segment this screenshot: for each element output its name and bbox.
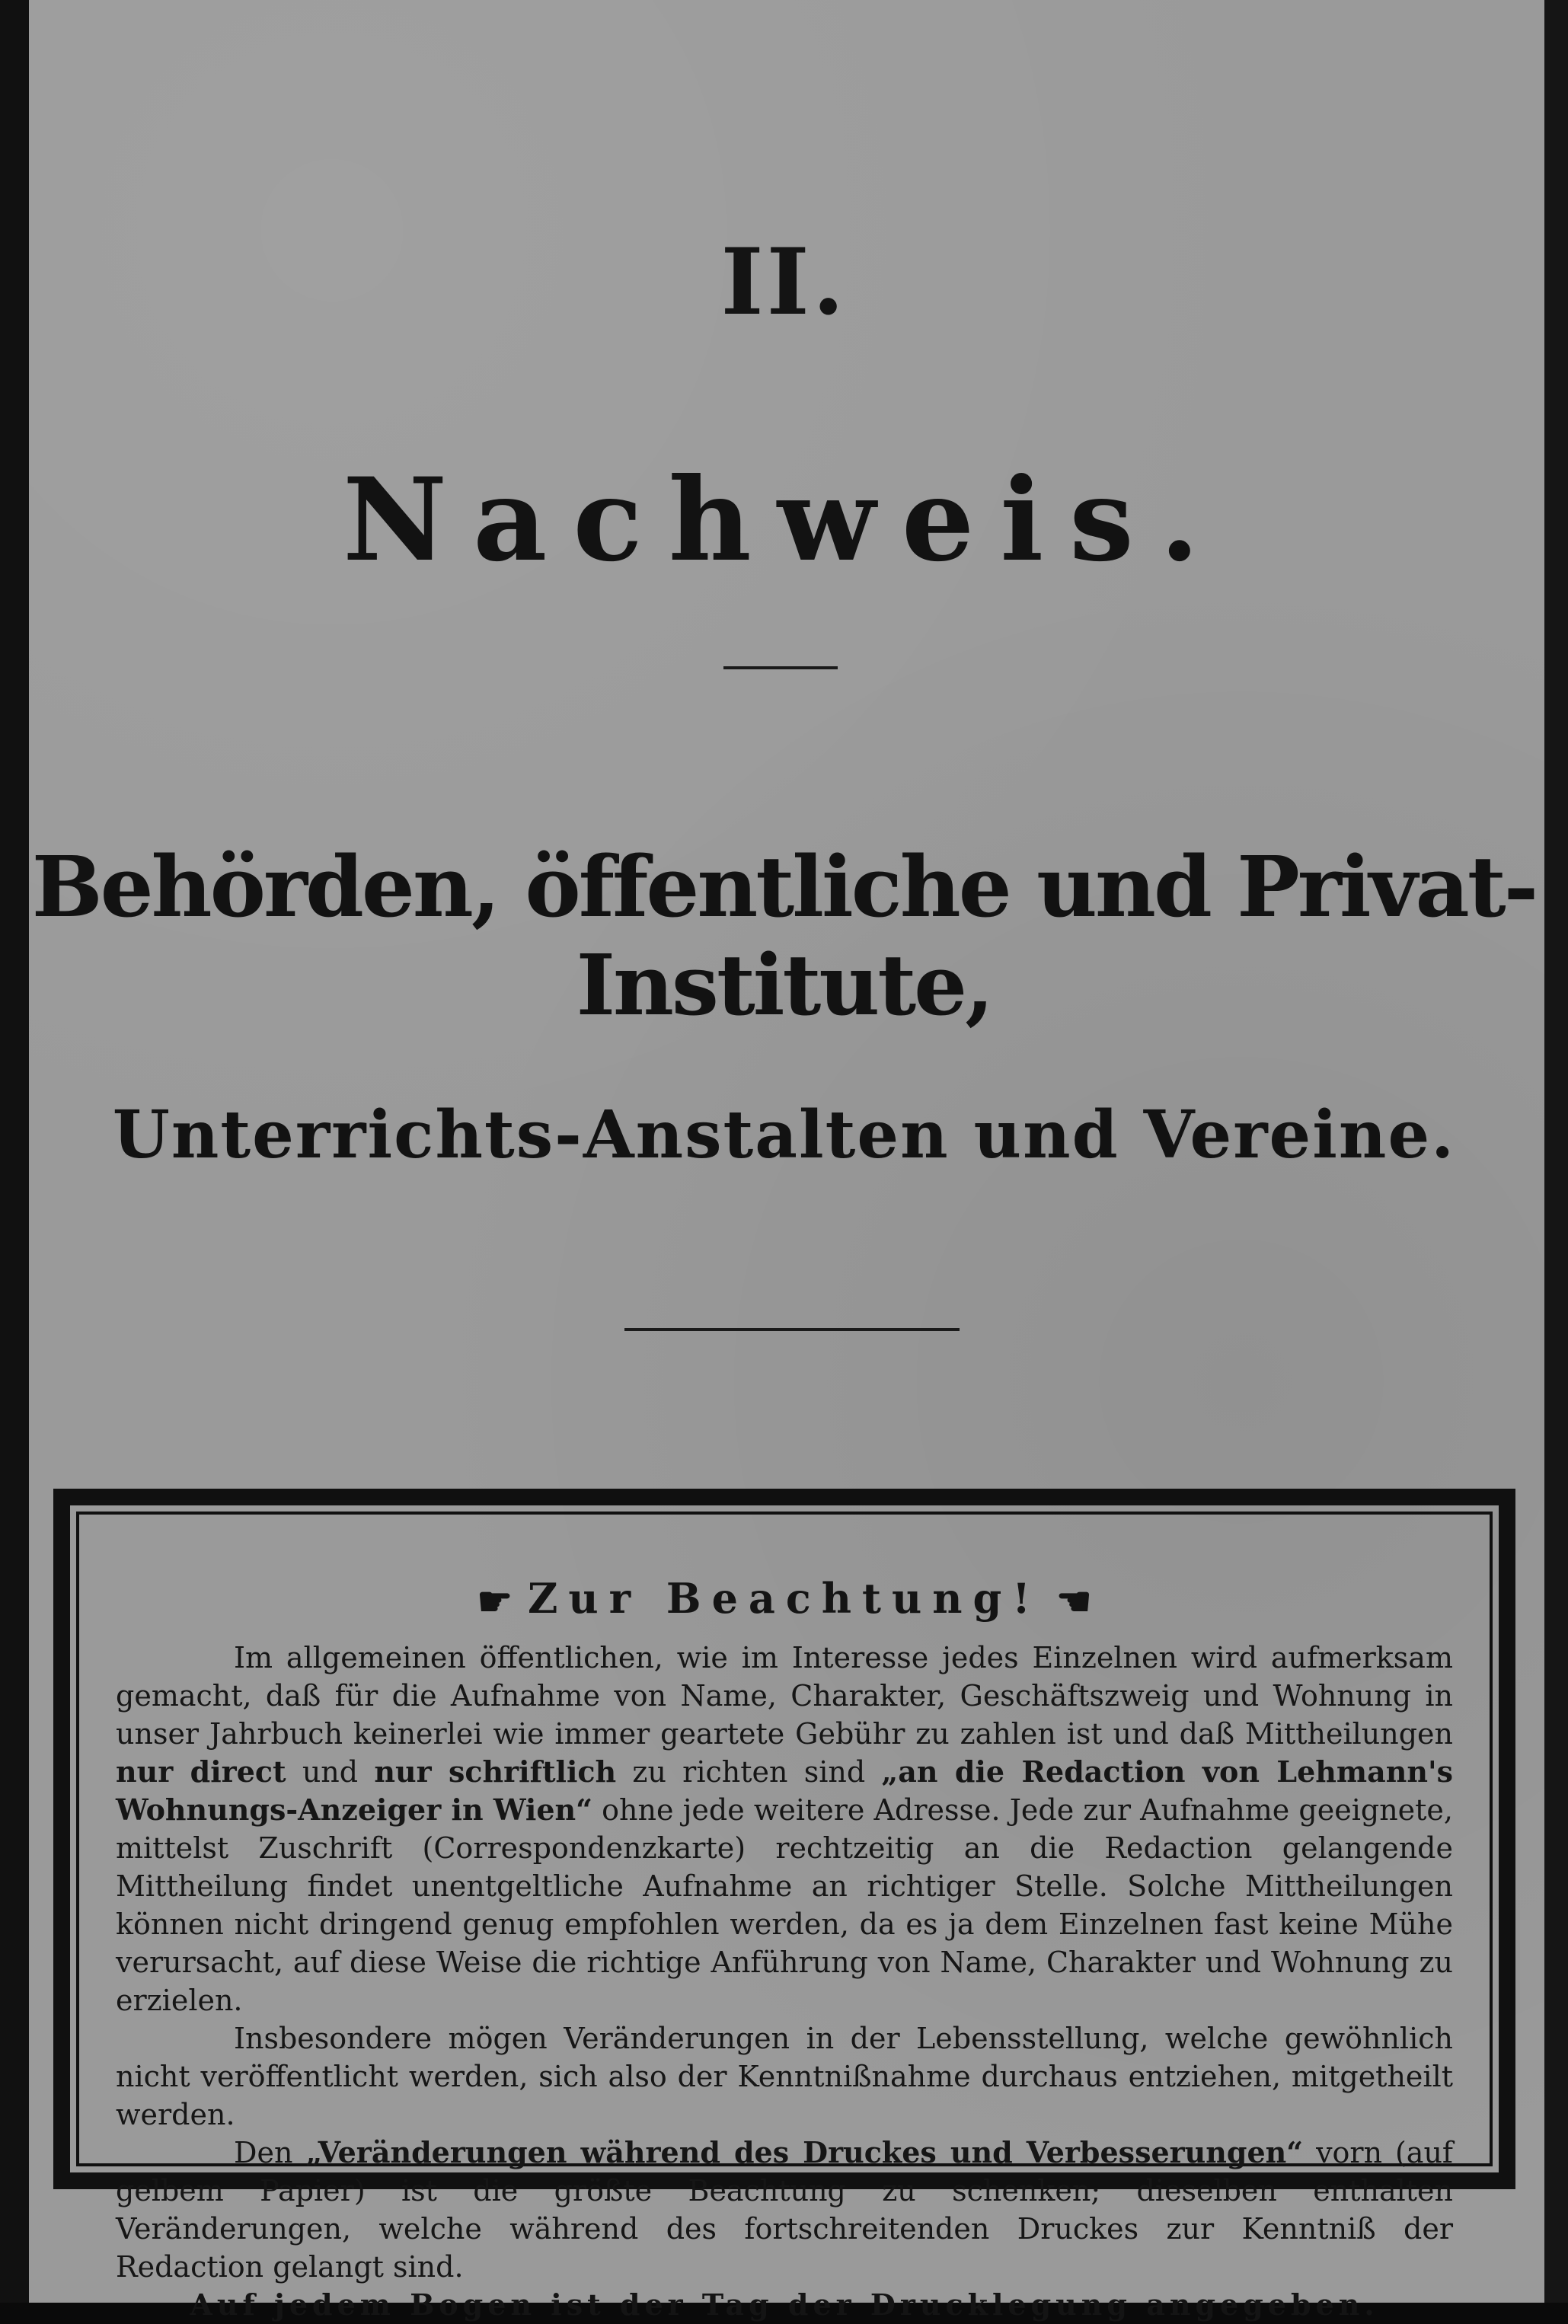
notice-text-span: Im allgemeinen öffentlichen, wie im Interesse jedes Einzelnen wird aufmerksam gemacht, daß für die Aufnahme von Name, Charakter, Geschäftszweig und Wohnung in unser Jahrbuch keinerlei wie immer geartete Gebühr zu zahlen ist und daß Mittheilungen (116, 1641, 1453, 1751)
notice-title (116, 1574, 1453, 1625)
notice-title-text: Zur Beachtung! (528, 1574, 1041, 1623)
notice-paragraph (116, 2134, 1453, 2286)
notice-text-span: ohne jede weitere Adresse. Jede zur Aufnahme geeignete, mittelst Zuschrift (Correspondenzkarte) rechtzeitig an die Redaction gelangende Mittheilung findet unentgeltliche Aufnahme an richtiger Stelle. Solche Mittheilungen können nicht dringend genug empfohlen werden, da es ja dem Einzelnen fast keine Mühe verursacht, auf diese Weise die richtige Anführung von Name, Charakter und Wohnung zu erzielen. (116, 1793, 1453, 2018)
notice-text-span: Den (234, 2136, 293, 2170)
main-heading: Nachweis. (343, 453, 1225, 587)
divider-rule (723, 666, 838, 669)
notice-box (53, 1489, 1515, 2322)
pointing-hand-left-icon: ☚ (1055, 1579, 1092, 1626)
notice-text-span: zu richten sind (632, 1755, 866, 1789)
notice-emphasis: nur schriftlich (374, 1754, 617, 1789)
notice-body (116, 1639, 1453, 2286)
notice-text-span: vorn (auf gelbem Papier) ist die größte Beachtung zu schenken; dieselben enthalten Veränderungen, welche während des fortschreitenden Druckes zur Kenntniß der Redaction gelangt sind. (116, 2136, 1453, 2284)
subheading-secondary: Unterrichts-Anstalten und Vereine. (112, 1097, 1456, 1173)
notice-text-span: und (302, 1755, 359, 1789)
notice-emphasis: nur direct (116, 1754, 286, 1789)
notice-emphasis: „an die Redaction von Lehmann's Wohnungs-Anzeiger in Wien“ (116, 1754, 1453, 1828)
notice-emphasis: „Veränderungen während des Druckes und Verbesserungen“ (305, 2135, 1304, 2170)
notice-paragraph: Insbesondere mögen Veränderungen in der Lebensstellung, welche gewöhnlich nicht veröffentlicht werden, sich also der Kenntnißnahme durchaus entziehen, mitgetheilt werden. (116, 2022, 1453, 2132)
notice-content (116, 1574, 1453, 2324)
divider-rule (624, 1328, 960, 1331)
subheading: Behörden, öffentliche und Privat-Institute, (31, 838, 1537, 1034)
notice-paragraph (116, 1639, 1453, 2019)
notice-footer: Auf jedem Bogen ist der Tag der Drucklegung angegeben. (190, 2287, 1379, 2322)
pointing-hand-right-icon: ☛ (477, 1579, 513, 1626)
section-number: II. (720, 228, 848, 336)
